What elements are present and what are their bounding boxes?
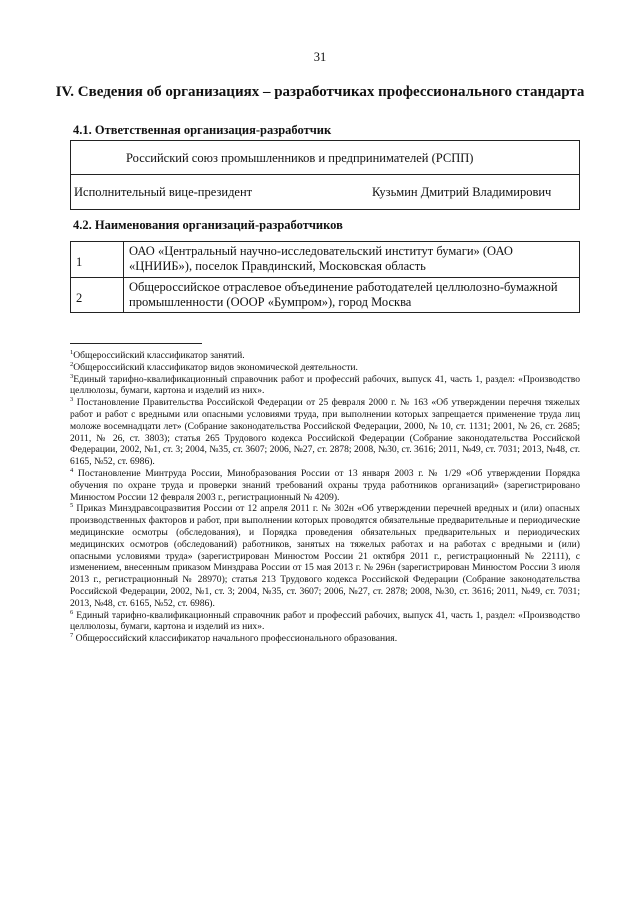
footnote	[70, 610, 580, 634]
footnote-mark: 6	[70, 608, 74, 616]
responsible-signatory-row	[71, 175, 579, 209]
footnote-text: Приказ Минздравсоцразвития России от 12 апреля 2011 г. № 302н «Об утверждении перечней вредных и (или) опасных производственных факторов и работ, при выполнении которых проводятся обязательные предварительные и периодические медицинские осмотры (обследования), и Порядка проведения обязательных предварительных и периодических медицинских осмотров (обследований) работников, занятых на тяжелых работах и на работах с вредными и (или) опасными условиями труда» (зарегистрирован Минюстом России 21 октября 2011 г., регистрационный № 22111), с изменением, внесенным приказом Минздрава России от 15 мая 2013 г. № 296н (зарегистрирован Минюстом России 3 июля 2013 г., регистрационный № 28970); статья 213 Трудового кодекса Российской Федерации (Собрание законодательства Российской Федерации, 2002, №1, ст. 3; 2004, №35, ст. 3607; 2006, №27, ст. 2878; 2008, №30, ст. 3616; 2011, №49, ст. 7031; 2013, №48, ст. 6165, №52, ст. 6986).	[70, 503, 580, 609]
footnote	[70, 362, 580, 374]
page-number: 31	[313, 50, 327, 64]
responsible-org-table	[70, 140, 580, 210]
row-number: 2	[71, 278, 124, 313]
footnote	[70, 397, 580, 468]
developer-orgs-heading: 4.2. Наименования организаций-разработчиков	[73, 218, 343, 232]
footnote	[70, 468, 580, 503]
developer-orgs-table	[70, 241, 580, 313]
signatory-position: Исполнительный вице-президент	[74, 185, 253, 199]
footnote-text: Единый тарифно-квалификационный справочник работ и профессий рабочих, выпуск 41, часть 1, раздел: «Производство целлюлозы, бумаги, картона и изделий из них».	[70, 373, 580, 397]
table-row	[71, 242, 580, 278]
footnote-mark: 4	[70, 466, 74, 474]
footnote-text: Единый тарифно-квалификационный справочник работ и профессий рабочих, выпуск 41, часть 1, раздел: «Производство целлюлозы, бумаги, картона и изделий из них».	[70, 609, 580, 633]
footnote-text: Общероссийский классификатор видов экономической деятельности.	[73, 361, 358, 373]
footnote	[70, 503, 580, 609]
footnote-mark: 7	[70, 631, 74, 639]
footnote-text: Постановление Правительства Российской Федерации от 25 февраля 2000 г. № 163 «Об утверждении перечня тяжелых работ и работ с вредными или опасными условиями труда, при выполнении которых запрещается применение труда лиц моложе восемнадцати лет» (Собрание законодательства Российской Федерации, 2000, № 10, ст. 1131; 2001, № 26, ст. 2685; 2011, № 26, ст. 3803); статья 265 Трудового кодекса Российской Федерации (Собрание законодательства Российской Федерации, 2002, №1, ст. 3; 2004, №35, ст. 3607; 2006, №27, ст. 2878; 2008, №30, ст. 3616; 2011, №49, ст. 7031; 2013, №48, ст. 6165, №52, ст. 6986).	[70, 397, 580, 468]
developer-org-name: ОАО «Центральный научно-исследовательский институт бумаги» (ОАО «ЦНИИБ»), поселок Правдинский, Московская область	[124, 242, 580, 278]
developer-org-name: Общероссийское отраслевое объединение работодателей целлюлозно-бумажной промышленности (ОООР «Бумпром»), город Москва	[124, 278, 580, 313]
footnote-text: Общероссийский классификатор занятий.	[73, 350, 245, 361]
signatory-name: Кузьмин Дмитрий Владимирович	[372, 185, 552, 199]
responsible-org-heading: 4.1. Ответственная организация-разработчик	[73, 123, 332, 137]
footnote-text: Общероссийский классификатор начального профессионального образования.	[73, 633, 398, 645]
footnote-mark: 3	[70, 372, 74, 380]
section-title: IV. Сведения об организациях – разработчиках профессионального стандарта	[55, 84, 585, 100]
footnote	[70, 633, 580, 645]
footnote-mark: 5	[70, 502, 74, 510]
responsible-org-name: Российский союз промышленников и предпринимателей (РСПП)	[71, 141, 579, 175]
footnote-text: Постановление Минтруда России, Минобразования России от 13 января 2003 г. № 1/29 «Об утверждении Порядка обучения по охране труда и проверки знаний требований охраны труда работников организаций» (зарегистрировано Минюстом России 12 февраля 2003 г., регистрационный № 4209).	[70, 467, 580, 503]
footnote-mark: 3	[70, 396, 74, 403]
footnote-mark: 1	[70, 348, 74, 356]
footnote-mark: 2	[70, 360, 74, 368]
footnote	[70, 350, 580, 362]
footnotes	[70, 350, 580, 645]
row-number: 1	[71, 242, 124, 278]
footnote-separator	[70, 343, 202, 344]
footnote	[70, 374, 580, 398]
table-row	[71, 278, 580, 313]
